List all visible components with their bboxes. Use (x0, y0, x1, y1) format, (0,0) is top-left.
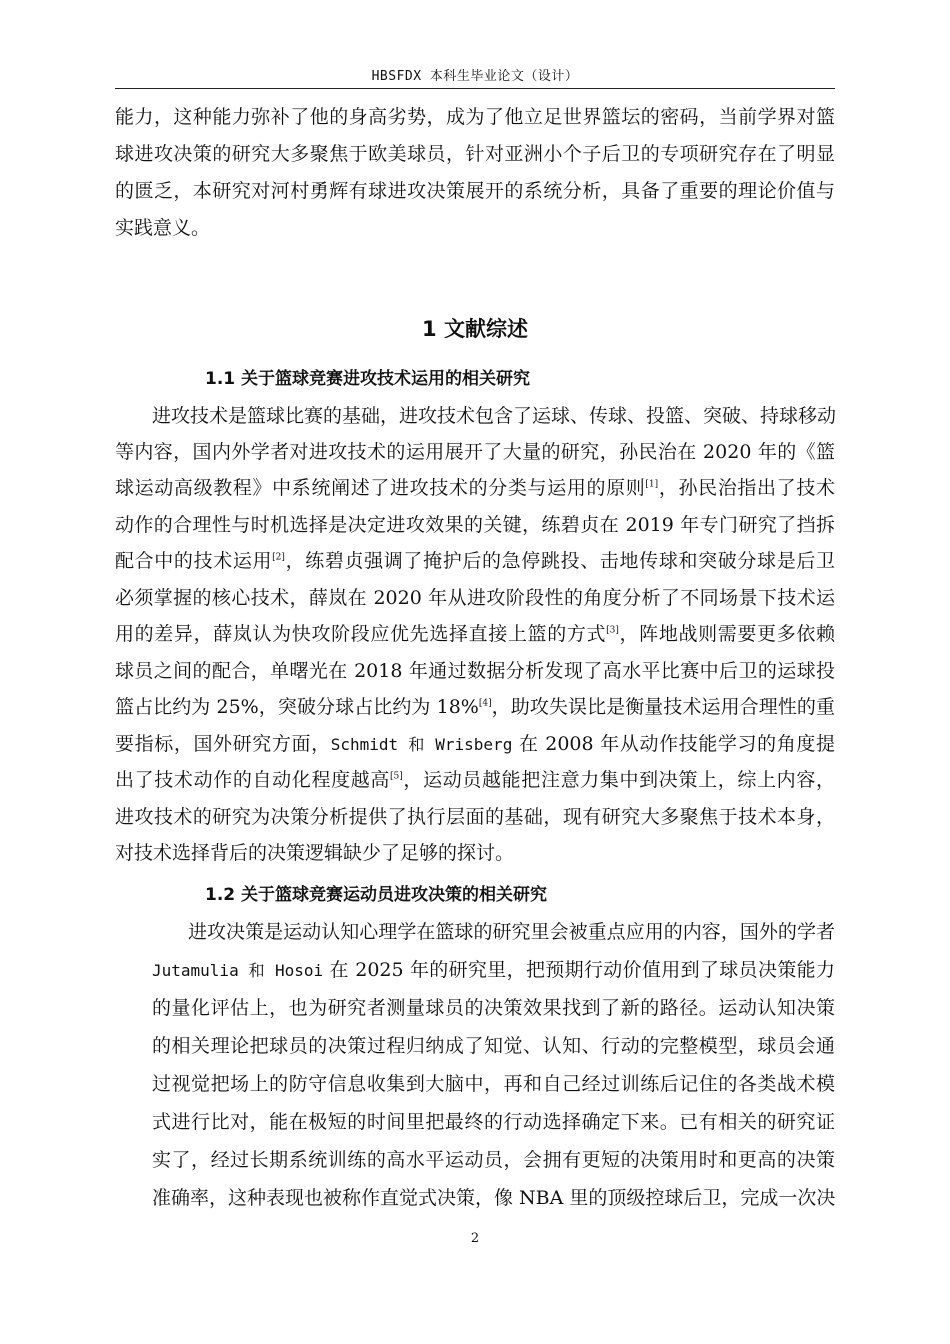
text-line: 准确率，这种表现也被称作直觉式决策，像 NBA 里的顶级控球后卫，完成一次决 (152, 1187, 836, 1209)
text-line: 要指标，国外研究方面，Schmidt 和 Wrisberg 在 2008 年从动作技能学习的角度提 (115, 733, 835, 755)
section-heading: 1 文献综述 (422, 317, 528, 341)
text-line: 实践意义。 (115, 217, 211, 239)
text-line: 式进行比对，能在极短的时间里把最终的行动选择确定下来。已有相关的研究证 (152, 1111, 835, 1133)
text-line: 球员之间的配合，单曙光在 2018 年通过数据分析发现了高水平比赛中后卫的运球投 (115, 660, 835, 682)
text-line: 实了，经过长期系统训练的高水平运动员，会拥有更短的决策用时和更高的决策 (152, 1149, 835, 1171)
text-line: 出了技术动作的自动化程度越高[5]，运动员越能把注意力集中到决策上，综上内容， (115, 769, 835, 791)
subsection-heading: 1.1 关于篮球竞赛进攻技术运用的相关研究 (205, 369, 531, 389)
text-line: 进攻技术是篮球比赛的基础，进攻技术包含了运球、传球、投篮、突破、持球移动 (152, 405, 837, 427)
text-line: Jutamulia 和 Hosoi 在 2025 年的研究里，把预期行动价值用到了球员决策能力 (152, 959, 835, 981)
page-number: 2 (470, 1231, 480, 1246)
text-line: 球运动高级教程》中系统阐述了进攻技术的分类与运用的原则[1]，孙民治指出了技术 (115, 477, 835, 499)
citation: [1] (645, 479, 659, 490)
page-header: HBSFDX 本科生毕业论文（设计） (115, 65, 835, 89)
text-line: 的量化评估上，也为研究者测量球员的决策效果找到了新的路径。运动认知决策 (152, 997, 835, 1019)
text-line: 进攻技术的研究为决策分析提供了执行层面的基础，现有研究大多聚焦于技术本身， (115, 806, 835, 828)
text-line: 配合中的技术运用[2]，练碧贞强调了掩护后的急停跳投、击地传球和突破分球是后卫 (115, 550, 835, 572)
text-line: 能力，这种能力弥补了他的身高劣势，成为了他立足世界篮坛的密码，当前学界对篮 (115, 106, 835, 128)
text-line: 篮占比约为 25%，突破分球占比约为 18%[4]，助攻失误比是衡量技术运用合理性的重 (115, 696, 835, 718)
text-line: 必须掌握的核心技术，薛岚在 2020 年从进攻阶段性的角度分析了不同场景下技术运 (115, 587, 835, 609)
text-line: 的匮乏，本研究对河村勇辉有球进攻决策展开的系统分析，具备了重要的理论价值与 (115, 180, 835, 202)
citation: [2] (272, 552, 285, 563)
text-line: 等内容，国内外学者对进攻技术的运用展开了大量的研究，孙民治在 2020 年的《篮 (115, 441, 835, 463)
subsection-heading: 1.2 关于篮球竞赛运动员进攻决策的相关研究 (205, 885, 548, 905)
text-line: 的相关理论把球员的决策过程归纳成了知觉、认知、行动的完整模型，球员会通 (152, 1035, 835, 1057)
citation: [4] (478, 698, 492, 709)
text-line: 用的差异，薛岚认为快攻阶段应优先选择直接上篮的方式[3]，阵地战则需要更多依赖 (115, 623, 835, 645)
citation: [3] (606, 625, 619, 636)
citation: [5] (390, 771, 403, 782)
text-line: 过视觉把场上的防守信息收集到大脑中，再和自己经过训练后记住的各类战术模 (152, 1073, 835, 1095)
text-line: 对技术选择背后的决策逻辑缺少了足够的探讨。 (115, 842, 515, 864)
text-line: 进攻决策是运动认知心理学在篮球的研究里会被重点应用的内容，国外的学者 (188, 921, 835, 943)
text-line: 球进攻决策的研究大多聚焦于欧美球员，针对亚洲小个子后卫的专项研究存在了明显 (115, 143, 835, 165)
text-line: 动作的合理性与时机选择是决定进攻效果的关键，练碧贞在 2019 年专门研究了挡拆 (115, 514, 835, 536)
